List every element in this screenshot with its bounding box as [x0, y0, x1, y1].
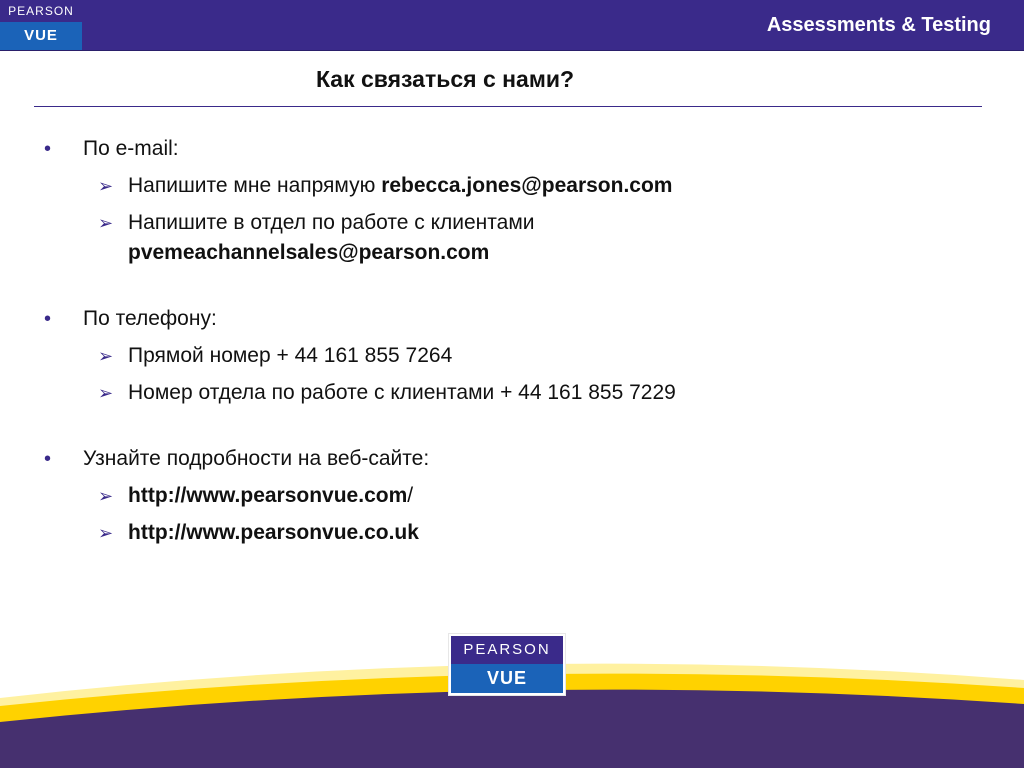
brand-title: Assessments & Testing	[766, 14, 991, 36]
logo-vue: VUE	[451, 664, 563, 693]
bullet-dot-icon: •	[44, 448, 52, 470]
logo-wordmark: PEARSON	[451, 636, 563, 664]
pearson-vue-logo-small	[0, 0, 82, 50]
list-item	[44, 208, 964, 268]
section-heading: Узнайте подробности на веб-сайте:	[83, 447, 430, 470]
section-heading: По телефону:	[83, 307, 217, 330]
content-area	[44, 134, 964, 584]
list-item	[44, 341, 964, 371]
section-website	[44, 444, 964, 548]
bullet-dot-icon: •	[44, 308, 52, 330]
section-heading: По e-mail:	[83, 137, 179, 160]
item-text: Номер отдела по работе с клиентами + 44 161 855 7229	[128, 381, 676, 404]
arrow-bullet-icon: ➢	[98, 176, 114, 196]
section-phone	[44, 304, 964, 408]
title-divider	[34, 106, 982, 107]
website-link[interactable]: http://www.pearsonvue.co.uk	[128, 521, 419, 544]
page-title: Как связаться с нами?	[315, 66, 575, 92]
arrow-bullet-icon: ➢	[98, 213, 114, 233]
item-text: Напишите в отдел по работе с клиентами	[128, 211, 535, 234]
list-item	[44, 378, 964, 408]
list-item	[44, 171, 964, 201]
bullet-phone	[44, 304, 964, 334]
list-item	[44, 518, 964, 548]
list-item	[44, 481, 964, 511]
pearson-vue-logo	[448, 633, 566, 696]
email-link[interactable]: rebecca.jones@pearson.com	[381, 174, 673, 197]
bullet-dot-icon: •	[44, 138, 52, 160]
header-bar	[0, 0, 1024, 51]
arrow-bullet-icon: ➢	[98, 346, 114, 366]
item-text: /	[407, 484, 414, 507]
arrow-bullet-icon: ➢	[98, 383, 114, 403]
logo-wordmark: PEARSON	[0, 0, 82, 22]
item-text: Напишите мне напрямую	[128, 174, 382, 197]
website-link[interactable]: http://www.pearsonvue.com	[128, 484, 408, 507]
arrow-bullet-icon: ➢	[98, 523, 114, 543]
bullet-website	[44, 444, 964, 474]
section-email	[44, 134, 964, 268]
logo-vue: VUE	[0, 22, 82, 50]
email-link[interactable]: pvemeachannelsales@pearson.com	[128, 241, 490, 264]
arrow-bullet-icon: ➢	[98, 486, 114, 506]
item-text: Прямой номер + 44 161 855 7264	[128, 344, 453, 367]
bullet-email	[44, 134, 964, 164]
